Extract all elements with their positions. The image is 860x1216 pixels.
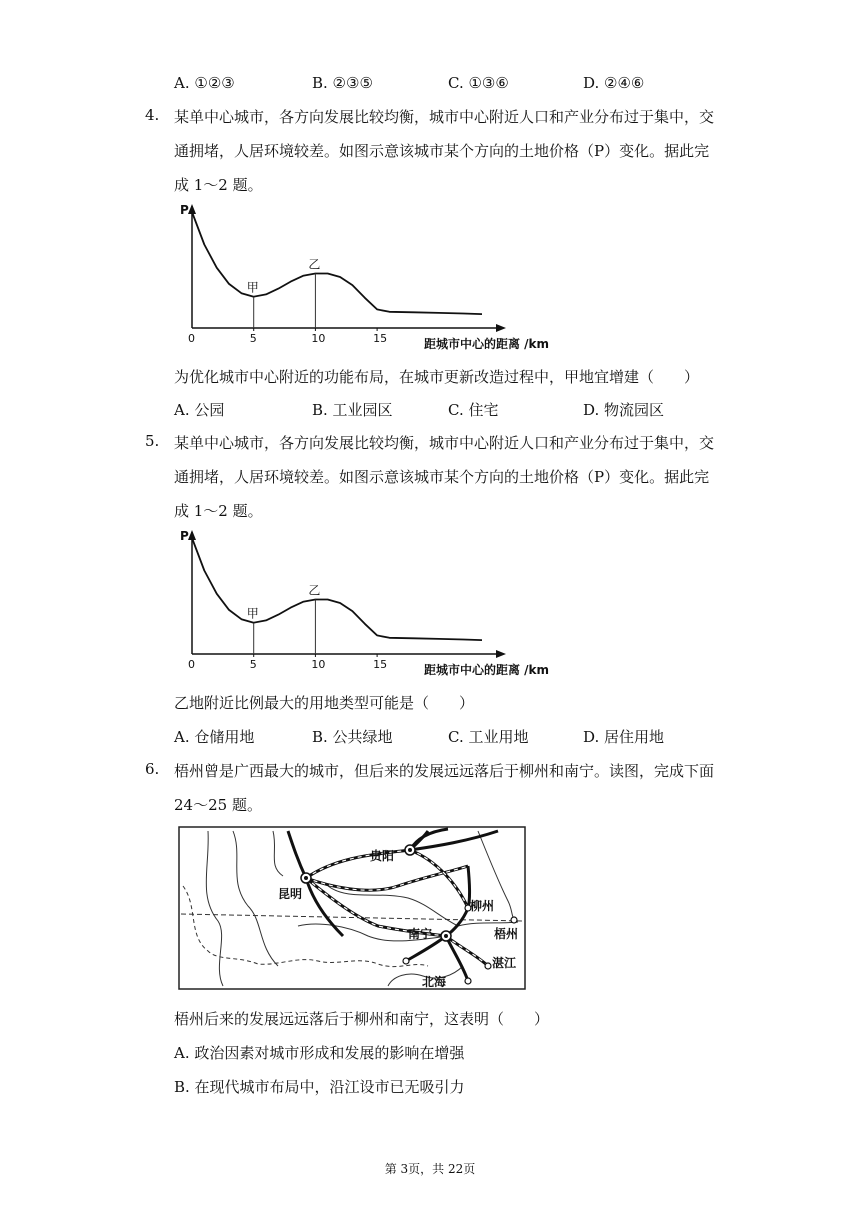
q5-option-d[interactable]: D. 居住用地 — [583, 728, 665, 746]
city-label-nanning: 南宁 — [408, 927, 433, 941]
y-axis-label: P — [180, 529, 189, 543]
annotation-label: 乙 — [308, 583, 321, 598]
page-footer: 第 3页，共 22页 — [384, 1162, 476, 1176]
annotation-label: 乙 — [308, 257, 321, 272]
q3-option-b[interactable]: B. ②③⑤ — [312, 74, 373, 92]
q4-option-a[interactable]: A. 公园 — [174, 401, 225, 419]
x-tick-label: 5 — [249, 658, 257, 671]
annotation-label: 甲 — [246, 280, 259, 295]
x-axis-label: 距城市中心的距离 /km — [424, 337, 550, 351]
stem-line: 某单中心城市，各方向发展比较均衡，城市中心附近人口和产业分布过于集中，交 — [174, 108, 715, 126]
stem-line: 通拥堵，人居环境较差。如图示意该城市某个方向的土地价格（P）变化。据此完 — [174, 142, 710, 160]
question-number: 6. — [145, 760, 160, 778]
stem-line: 通拥堵，人居环境较差。如图示意该城市某个方向的土地价格（P）变化。据此完 — [174, 468, 710, 486]
x-axis-arrow — [496, 324, 506, 332]
q6-option-b[interactable]: B. 在现代城市布局中，沿江设市已无吸引力 — [174, 1078, 465, 1096]
stem-line: 24～25 题。 — [174, 796, 262, 814]
city-label-wuzhou: 梧州 — [494, 927, 519, 941]
x-tick-label: 0 — [188, 332, 195, 345]
question-text: 乙地附近比例最大的用地类型可能是（ ） — [174, 694, 475, 712]
q3-option-a[interactable]: A. ①②③ — [174, 74, 235, 92]
price-curve — [192, 212, 482, 314]
annotation-label: 甲 — [246, 606, 259, 621]
q5-option-a[interactable]: A. 仓储用地 — [174, 728, 255, 746]
stem-line: 某单中心城市，各方向发展比较均衡，城市中心附近人口和产业分布过于集中，交 — [174, 434, 715, 452]
stem-line: 成 1～2 题。 — [174, 176, 263, 194]
city-label-beihai: 北海 — [422, 975, 447, 989]
city-label-zhanjiang: 湛江 — [492, 956, 517, 970]
city-label-guiyang: 贵阳 — [370, 849, 395, 863]
question-text: 为优化城市中心附近的功能布局，在城市更新改造过程中，甲地宜增建（ ） — [174, 368, 700, 386]
q5-option-b[interactable]: B. 公共绿地 — [312, 728, 393, 746]
question-number: 5. — [145, 432, 160, 450]
q4-option-b[interactable]: B. 工业园区 — [312, 401, 393, 419]
q3-option-c[interactable]: C. ①③⑥ — [448, 74, 509, 92]
x-axis-label: 距城市中心的距离 /km — [424, 663, 550, 677]
city-marker-beihai — [465, 978, 471, 984]
city-marker-west — [403, 958, 409, 964]
city-marker-wuzhou — [511, 917, 517, 923]
land-price-chart — [174, 198, 574, 358]
railway-map — [178, 826, 528, 992]
x-tick-label: 5 — [249, 332, 257, 345]
x-tick-label: 15 — [373, 332, 388, 345]
q5-option-c[interactable]: C. 工业用地 — [448, 728, 529, 746]
x-tick-label: 10 — [311, 332, 326, 345]
q6-option-a[interactable]: A. 政治因素对城市形成和发展的影响在增强 — [174, 1044, 465, 1062]
city-label-kunming: 昆明 — [278, 887, 303, 901]
x-axis-arrow — [496, 650, 506, 658]
land-price-chart — [174, 524, 574, 684]
city-marker-zhanjiang — [485, 963, 491, 969]
x-tick-label: 10 — [311, 658, 326, 671]
question-number: 4. — [145, 106, 160, 124]
q4-option-c[interactable]: C. 住宅 — [448, 401, 499, 419]
city-label-liuzhou: 柳州 — [470, 899, 495, 913]
y-axis-label: P — [180, 203, 189, 217]
stem-line: 成 1～2 题。 — [174, 502, 263, 520]
price-curve — [192, 538, 482, 640]
q3-option-d[interactable]: D. ②④⑥ — [583, 74, 645, 92]
x-tick-label: 0 — [188, 658, 195, 671]
question-text: 梧州后来的发展远远落后于柳州和南宁，这表明（ ） — [174, 1010, 550, 1028]
q4-option-d[interactable]: D. 物流园区 — [583, 401, 665, 419]
x-tick-label: 15 — [373, 658, 388, 671]
stem-line: 梧州曾是广西最大的城市，但后来的发展远远落后于柳州和南宁。读图，完成下面 — [174, 762, 715, 780]
